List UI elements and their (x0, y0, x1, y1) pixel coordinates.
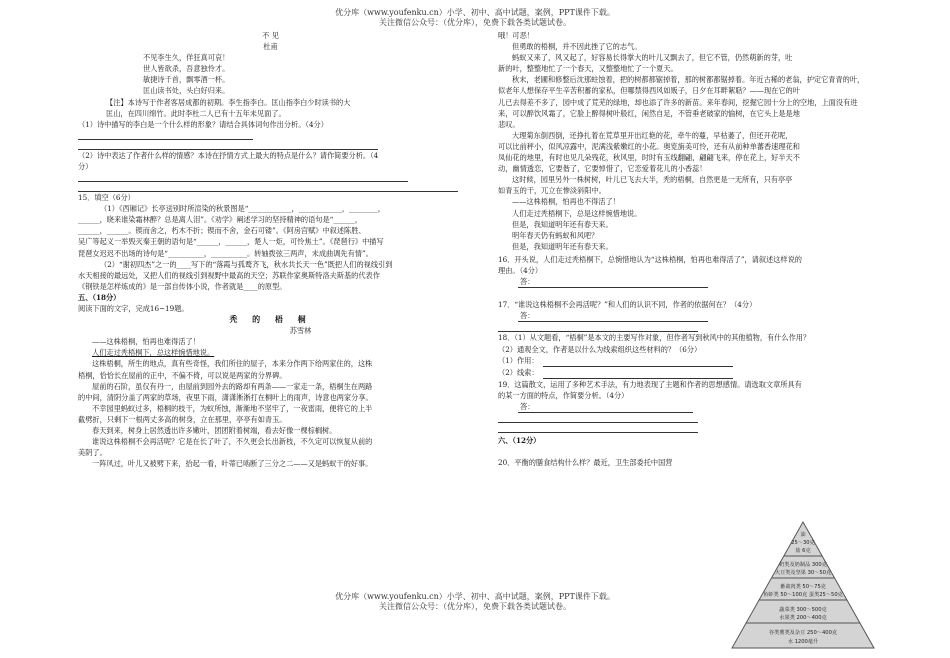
section-5-title: 五、（18分） (78, 292, 121, 302)
essay-line: 但勇敢的梧桐，并不因此挫了它的志气。 (512, 42, 642, 52)
header-top (0, 8, 950, 28)
question-18-answer-1: （1）作用： (498, 355, 539, 365)
poem-note: 匡山，在四川绵竹。此时李杜二人已有十五年未见面了。 (106, 108, 286, 118)
essay-line: 这株梧桐，所生的地点，真有些奇怪，我们所住的屋子，本来分作两下给两家住的，这株 (92, 359, 373, 369)
poem-author: 杜甫 (263, 42, 278, 52)
poem-line: 世人皆欲杀，吾意独怜才。 (143, 64, 230, 74)
answer-line[interactable] (518, 278, 708, 288)
answer-label: 答： (520, 402, 535, 411)
question-17: 17．“谁说这株梧桐不会再活呢？”和人们的认识不同，作者的依据何在？（4分） (498, 300, 757, 310)
question-19: 19．这篇散文，运用了多种艺术手法，有力地表现了主题和作者的思想感情。请选取文章所具有 (498, 379, 802, 389)
question-15-line: （2）“谢初四杰”之一的____写下的“落霞与孤鹜齐飞，秋水共长天一色”既把人们的视线引到 (100, 259, 393, 269)
right-column (498, 30, 888, 468)
question-18-2: （2）通观全文，作者是以什么为线索组织这些材料的？（6分） (498, 344, 702, 354)
essay-line: 凤仙花的地里，有时也见几朵残花，秋风里，时时有玉线翻翩，翩翩飞来，停在花上，好半天不 (498, 153, 800, 163)
question-15-line: （1）《西厢记》长亭送别时所渲染的秋景图是“____________，____________，________， (100, 204, 385, 214)
essay-line: 明年春天仍有蚂蚁和风吧？ (512, 230, 599, 240)
essay-line: 如青玉的干，兀立在惨淡斜阳中。 (498, 186, 606, 196)
question-15-line: 琵琶女迟迟不出场的诗句是“__________，__________。转轴拨弦三两声，未成曲调先有情”。 (78, 248, 373, 258)
question-15-title: 15．填空（6分） (78, 193, 135, 203)
essay-line: 人们走过秃梧桐下，总这样惋惜地说。 (92, 348, 215, 358)
essay-line: 新的叶，整整地忙了一个春天，又整整地忙了一个夏天。 (498, 64, 678, 74)
question-14-1: （1）诗中描写的李白是一个什么样的形象？请结合具体词句作出分析。（4分） (78, 119, 328, 129)
food-pyramid (730, 520, 876, 650)
poem-line: 敏捷诗千首，飘零酒一杯。 (143, 75, 230, 85)
essay-line: 蚂蚁又来了，风又起了，好容易长得掌大的叶儿又飘去了，但它不管，仍然萌新的芽，吐 (512, 53, 793, 63)
answer-line[interactable] (518, 312, 708, 322)
question-20: 20．平衡的膳食结构什么样？最近，卫生部委托中国营 (498, 458, 673, 468)
essay-line: 哦！可恶！ (498, 31, 534, 40)
header-top-line1: 优分库（www.youfenku.cn）小学、初中、高中试题，案例，PPT课件下载。 (335, 8, 615, 17)
question-16: 16．开头说，人们走过秃梧桐下，总惋惜地认为“这株梧桐，怕再也难得活了”，请叙述这样说的 (498, 254, 802, 264)
answer-line[interactable] (498, 322, 698, 332)
food-pyramid-graphic (730, 520, 876, 650)
essay-line: 似老年人想保存平生辛苦积蓄的家私，但哪禁得西风如贩子，日夕在耳畔絮聒？——现在它的叶 (498, 86, 800, 96)
pyramid-label: 水 1200毫升 (787, 639, 819, 645)
header-top-line2: 关注微信公众号：（优分库），免费下载各类试题试卷。 (379, 18, 571, 27)
pyramid-label: 盐 6克 (795, 548, 811, 554)
essay-line: 但是，我知道明年还有春天来。 (512, 219, 613, 229)
poem-line: 匡山读书处，头白好归来。 (143, 86, 230, 96)
answer-label: 答： (520, 311, 535, 321)
question-15-line: 水天相接的最远处，又把人们的视线引到视野中最高的天空；苏联作家奥斯特洛夫斯基的代表作 (78, 270, 380, 280)
essay-line: 大理菊东倒西倒，还挣扎着在荒草里开出红艳的花，牵牛的蔓，早枯萎了，但还开花呢， (512, 130, 793, 140)
essay-line: 秋末，老圃和修整后沈那蛀蚀着，把的树都都锯掉着，那的树都都锯掉着。年近古稀的老翁，护定它青青的叶， (512, 75, 865, 85)
answer-line[interactable] (543, 369, 733, 379)
essay-line: 春天到来，树身上居然透出许多嫩叶，团团附着树端，看去好像一棵棕榈树。 (92, 426, 337, 435)
poem-note: 【注】本诗写于作者客居成都的初期。李生指李白。匡山指李白少时读书的大 (106, 97, 351, 107)
question-15-line: ______，______。锲而舍之，朽木不折；锲而不舍，金石可镂”。《阿房宫赋》中叙述陈胜、 (78, 226, 366, 236)
pyramid-label: 奶类及奶制品 300克 (779, 562, 827, 568)
section-5-intro: 阅读下面的文字，完成16~19题。 (78, 303, 189, 313)
essay-author: 苏雪林 (289, 326, 312, 336)
pyramid-label: 25～30克 (791, 540, 815, 546)
answer-line[interactable] (498, 413, 698, 423)
essay-line: ——这株梧桐，怕再也不得活了！ (512, 197, 620, 207)
header-bottom-line1: 优分库（www.youfenku.cn）小学、初中、高中试题，案例，PPT课件下载。 (335, 592, 615, 601)
pyramid-label: 蔬菜类 300～500克 (779, 607, 827, 613)
essay-line: 动，幽情透恋，它要偕了，它要悼惜了，它恋爱着花儿的小香蕊！ (498, 164, 707, 174)
answer-label: 答： (520, 277, 535, 287)
essay-line: 但是，我知道明年还有春天来。 (512, 241, 613, 251)
essay-line: 的中间，清阴分盖了两家的草场，夜里下雨，潇潇淅淅打在桐叶上的雨声，诗意也两家分享。 (78, 392, 373, 402)
essay-title: 秃 的 梧 桐 (229, 314, 312, 325)
essay-line: 人们走过秃梧桐下，总是这样惋惜地说。 (512, 208, 642, 218)
question-14-2: （2）诗中表达了作者什么样的情感？本诗在抒情方式上最大的特点是什么？请作简要分析。（4 (78, 150, 379, 160)
essay-line: 悲叹。 (498, 119, 520, 129)
essay-line: 截劈折，只剩下一根两丈多高的树身，立在那里，亭亭有如青玉。 (78, 414, 287, 424)
question-18-answer-2: （2）线索： (498, 367, 539, 377)
pyramid-label: 油 (800, 532, 806, 538)
question-15-line: 吴广等起义一举毁灭秦王朝的语句是“______，______，楚人一炬，可怜焦土”。《琵琶行》中描写 (78, 237, 384, 247)
essay-line: 可以比前秤小，似风凉露中，泥满浅紫嫩红的小花。奥览旃美可怜，还有从前种单蕃香速理花和 (498, 141, 800, 151)
question-18-1: 18．（1）从文题看，“梧桐”是本文的主要写作对象，但作者写到秋风中的其他植物，有什么作用？ (498, 333, 811, 343)
poem-line: 不见李生久，佯狂真可哀！ (143, 53, 230, 63)
answer-line[interactable] (498, 423, 698, 433)
essay-line: 来，可以醉饮风霜了，它脸上醉得树叶般红，闲然自足，不管垂老破家的愉树，在它头上是是地 (498, 108, 800, 118)
answer-line[interactable] (78, 130, 253, 140)
pyramid-label: 鱼虾类 50～100克 蛋类25～50克 (763, 592, 843, 598)
pyramid-label: 水果类 200～400克 (779, 615, 827, 621)
question-15-line: ______，晓来谁染霜林醉？总是离人泪”。《劝学》阐述学习的坚持精神的语句是“______， (78, 215, 363, 225)
essay-line: 不幸园里蚂蚁过多，梧桐的枝干，为蚁所蚀，渐渐地不坚牢了，一夜雷雨，便将它的上半 (92, 403, 373, 413)
answer-line[interactable] (78, 140, 378, 150)
question-14-2-cont: 分） (78, 161, 93, 171)
question-19-cont: 的某一方面的特点，作简要分析。（4分） (498, 390, 629, 400)
answer-line[interactable] (78, 182, 458, 192)
pyramid-label: 谷类薯类及杂豆 250～400克 (768, 630, 838, 636)
essay-line: 梧桐，恰恰长在屋前的正中，不偏不倚，可以说是两家的分界碑。 (78, 370, 287, 380)
left-column (78, 30, 463, 469)
essay-line: 儿已去得差不多了，园中成了荒芜的绿地，却也添了许多的新苗。来年春间，挖掘它园十分上的空地，上面没有进 (498, 97, 858, 107)
pyramid-label: 畜禽肉类 50～75克 (780, 584, 826, 590)
question-15-line: 《钢铁是怎样炼成的》是一部自传体小说，作者就是____的原型。 (78, 281, 287, 291)
essay-line: 美阴了。 (78, 448, 107, 458)
poem-title: 不 见 (262, 31, 279, 40)
answer-line[interactable] (78, 172, 408, 182)
essay-line: 一阵风过，叶儿又被劈下来，拾起一看，叶蒂已啮断了三分之二——又是蚂蚁干的好事。 (92, 459, 373, 469)
section-6-title: 六、（12分） (498, 436, 541, 446)
header-bottom-line2: 关注微信公众号：（优分库），免费下载各类试题试卷。 (379, 602, 571, 611)
answer-line[interactable] (518, 403, 693, 413)
essay-line: 谁说这株梧桐不会再活呢？它是在长了叶了，不久更会长出新枝，不久定可以恢复从前的 (92, 437, 373, 447)
essay-line: ——这株梧桐，怕再也难得活了！ (92, 337, 200, 347)
essay-line: 屋前的石阶，虽仅有丹一，由屋前到园外去的路却有两条——一家走一条，梧桐生在两路 (92, 381, 373, 391)
essay-line: 这时候，园里另外一株树树，叶儿已飞去大半，秃的梧桐，自然更是一无所有，只有亭亭 (512, 175, 793, 185)
answer-line[interactable] (543, 357, 733, 367)
pyramid-label: 大豆类及坚果 30～50克 (774, 570, 832, 576)
question-16-cont: 理由。（4分） (498, 265, 543, 275)
